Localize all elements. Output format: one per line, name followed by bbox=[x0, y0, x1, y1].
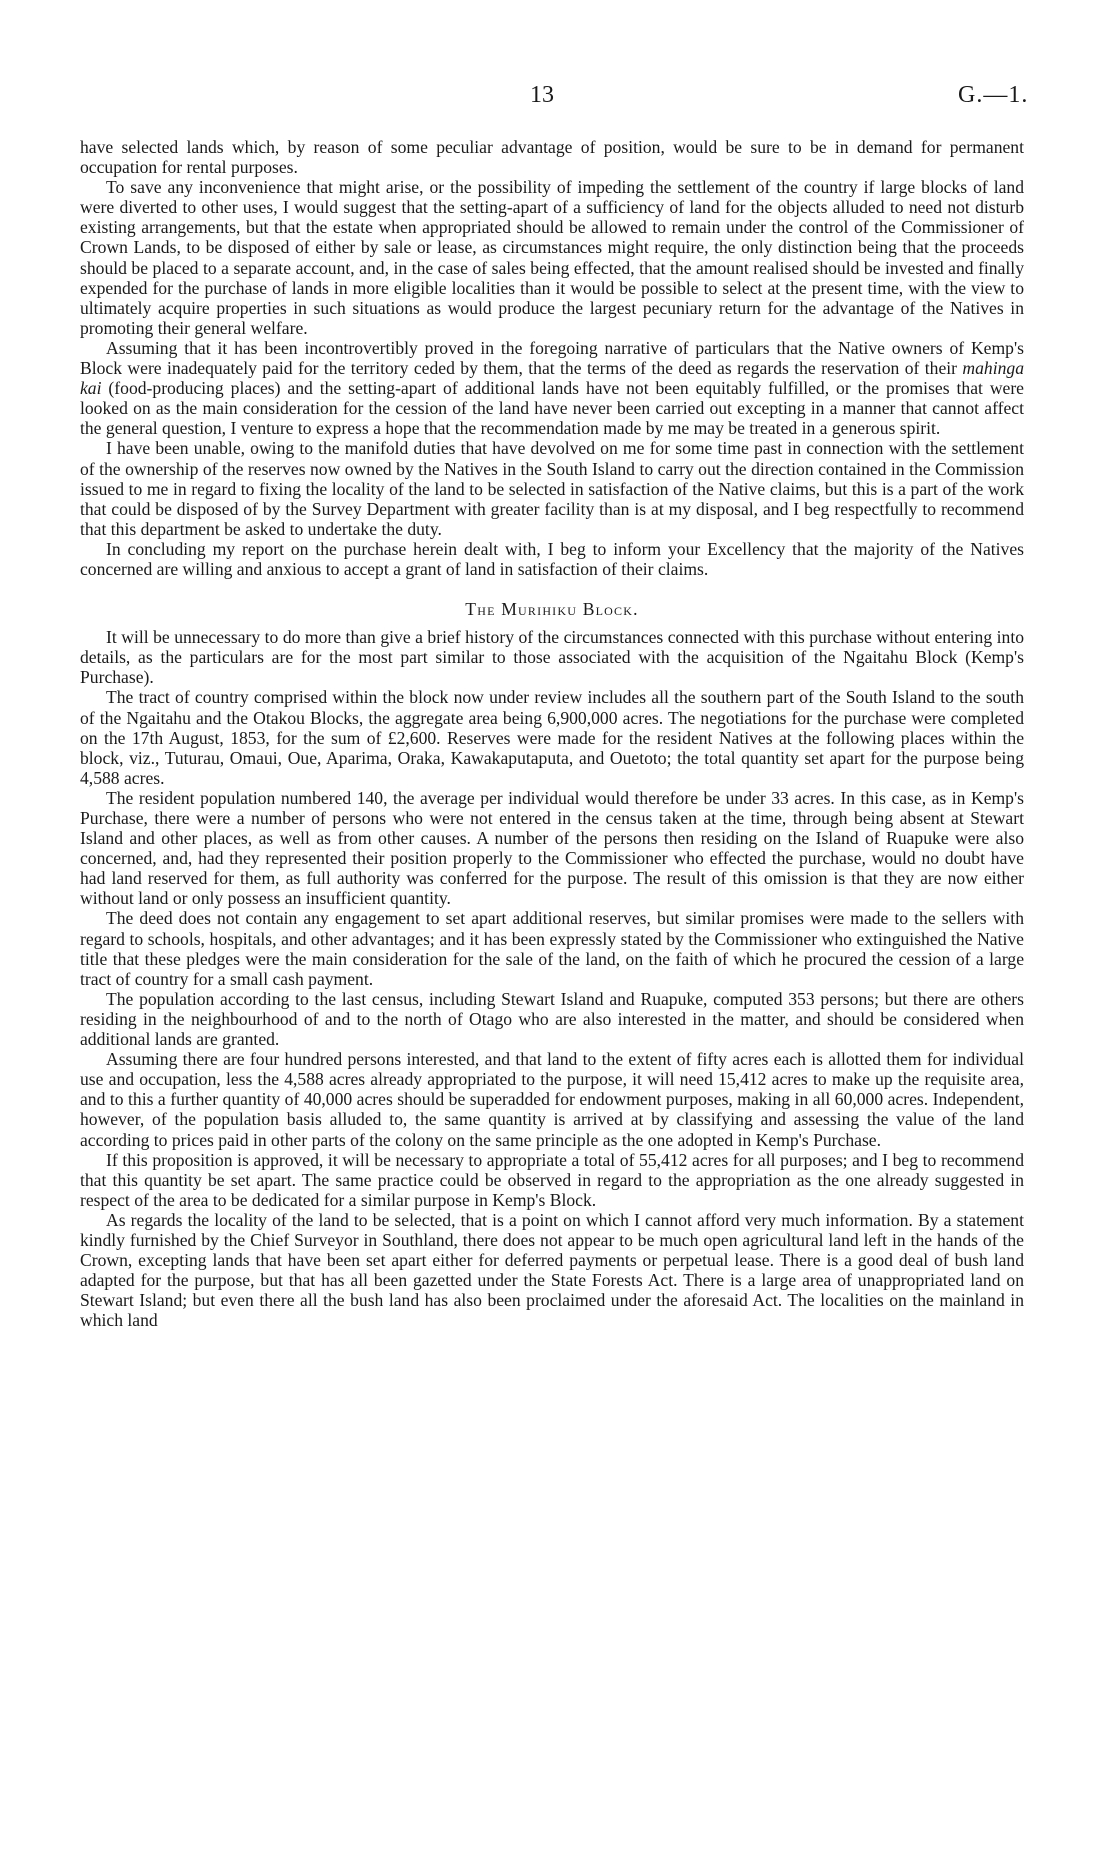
paragraph: As regards the locality of the land to be selected, that is a point on which I cannot afford very much information. By a statement kindly furnished by the Chief Surveyor in Southland, there does not appear to be much open agricultural land left in the hands of the Crown, excepting lands that have been set apart either for deferred payments or perpetual lease. There is a good deal of bush land adapted for the purpose, but that has all been gazetted under the State Forests Act. There is a large area of unappropriated land on Stewart Island; but even there all the bush land has also been proclaimed under the aforesaid Act. The localities on the mainland in which land bbox=[80, 1209, 1024, 1331]
text-run: Assuming that it has been incontrovertibly proved in the foregoing narrative of particulars that the Native owners of Kemp's Block were inadequately paid for the territory ceded by them, that the terms of the deed as regards the reservation of their bbox=[80, 337, 1024, 379]
paragraph: have selected lands which, by reason of some peculiar advantage of position, would be sure to be in demand for permanent occupation for rental purposes. bbox=[80, 137, 1024, 178]
paragraph: Assuming there are four hundred persons interested, and that land to the extent of fifty acres each is allotted them for individual use and occupation, less the 4,588 acres already appropriated to the purpose, it will need 15,412 acres to make up the requisite area, and to this a further quantity of 40,000 acres should be superadded for endowment purposes, making in all 60,000 acres. Independent, however, of the population basis alluded to, the same quantity is arrived at by classifying and assessing the value of the land according to prices paid in other parts of the colony on the same principle as the one adopted in Kemp's Purchase. bbox=[80, 1049, 1024, 1150]
paragraph: The deed does not contain any engagement to set apart additional reserves, but similar promises were made to the sellers with regard to schools, hospitals, and other advantages; and it has been expressly stated by the Commissioner who extinguished the Native title that these pledges were the main consideration for the sale of the land, on the faith of which he procured the cession of a large tract of country for a small cash payment. bbox=[80, 908, 1024, 989]
body-text bbox=[80, 137, 1024, 1330]
italic-term: mahinga kai bbox=[80, 358, 1024, 399]
page-number: 13 bbox=[530, 82, 554, 108]
paragraph: If this proposition is approved, it will be necessary to appropriate a total of 55,412 acres for all purposes; and I beg to recommend that this quantity be set apart. The same practice could be observed in regard to the appropriation as the one already suggested in respect of the area to be dedicated for a similar purpose in Kemp's Block. bbox=[80, 1149, 1024, 1210]
paragraph: It will be unnecessary to do more than give a brief history of the circumstances connected with this purchase without entering into details, as the particulars are for the most part similar to those associated with the acquisition of the Ngaitahu Block (Kemp's Purchase). bbox=[80, 627, 1024, 688]
paragraph: The tract of country comprised within the block now under review includes all the southern part of the South Island to the south of the Ngaitahu and the Otakou Blocks, the aggregate area being 6,900,000 acres. The negotiations for the purchase were completed on the 17th August, 1853, for the sum of £2,600. Reserves were made for the resident Natives at the following places within the block, viz., Tuturau, Omaui, Oue, Aparima, Oraka, Kawakaputaputa, and Ouetoto; the total quantity set apart for the purpose being 4,588 acres. bbox=[80, 687, 1024, 788]
paragraph: The population according to the last census, including Stewart Island and Ruapuke, computed 353 persons; but there are others residing in the neighbourhood of and to the north of Otago who are also interested in the matter, and should be considered when additional lands are granted. bbox=[80, 988, 1024, 1050]
text-run: (food-producing places) and the setting-apart of additional lands have not been equitably fulfilled, or the promises that were looked on as the main consideration for the cession of the land have never been carried out excepting in a manner that cannot affect the general question, I venture to express a hope that the recommendation made by me may be treated in a generous spirit. bbox=[80, 378, 1024, 439]
paragraph: To save any inconvenience that might arise, or the possibility of impeding the settlement of the country if large blocks of land were diverted to other uses, I would suggest that the setting-apart of a sufficiency of land for the objects alluded to need not disturb existing arrangements, but that the estate when appropriated should be allowed to remain under the control of the Commissioner of Crown Lands, to be disposed of either by sale or lease, as circumstances might require, the only distinction being that the proceeds should be placed to a separate account, and, in the case of sales being effected, that the amount realised should be invested and finally expended for the purchase of lands in more eligible localities than it would be possible to select at the present time, with the view to ultimately acquire properties in such situations as would produce the largest pecuniary return for the advantage of the Natives in promoting their general welfare. bbox=[80, 177, 1024, 338]
paragraph bbox=[80, 338, 1024, 438]
paragraph: In concluding my report on the purchase herein dealt with, I beg to inform your Excellency that the majority of the Natives concerned are willing and anxious to accept a grant of land in satisfaction of their claims. bbox=[80, 538, 1024, 579]
document-reference: G.—1. bbox=[958, 82, 1029, 108]
paragraph: I have been unable, owing to the manifold duties that have devolved on me for some time past in connection with the settlement of the ownership of the reserves now owned by the Natives in the South Island to carry out the direction contained in the Commission issued to me in regard to fixing the locality of the land to be selected in satisfaction of the Native claims, but this is a part of the work that could be disposed of by the Survey Department with greater facility than is at my disposal, and I beg respectfully to recommend that this department be asked to undertake the duty. bbox=[80, 438, 1024, 539]
section-heading: The Murihiku Block. bbox=[465, 599, 639, 620]
paragraph: The resident population numbered 140, the average per individual would therefore be under 33 acres. In this case, as in Kemp's Purchase, there were a number of persons who were not entered in the census taken at the time, through being absent at Stewart Island and other places, as well as from other causes. A number of the persons then residing on the Island of Ruapuke were also concerned, and, had they represented their position properly to the Commissioner who effected the purchase, would no doubt have had land reserved for them, as full authority was conferred for the purpose. The result of this omission is that they are now either without land or only possess an insufficient quantity. bbox=[80, 787, 1024, 909]
